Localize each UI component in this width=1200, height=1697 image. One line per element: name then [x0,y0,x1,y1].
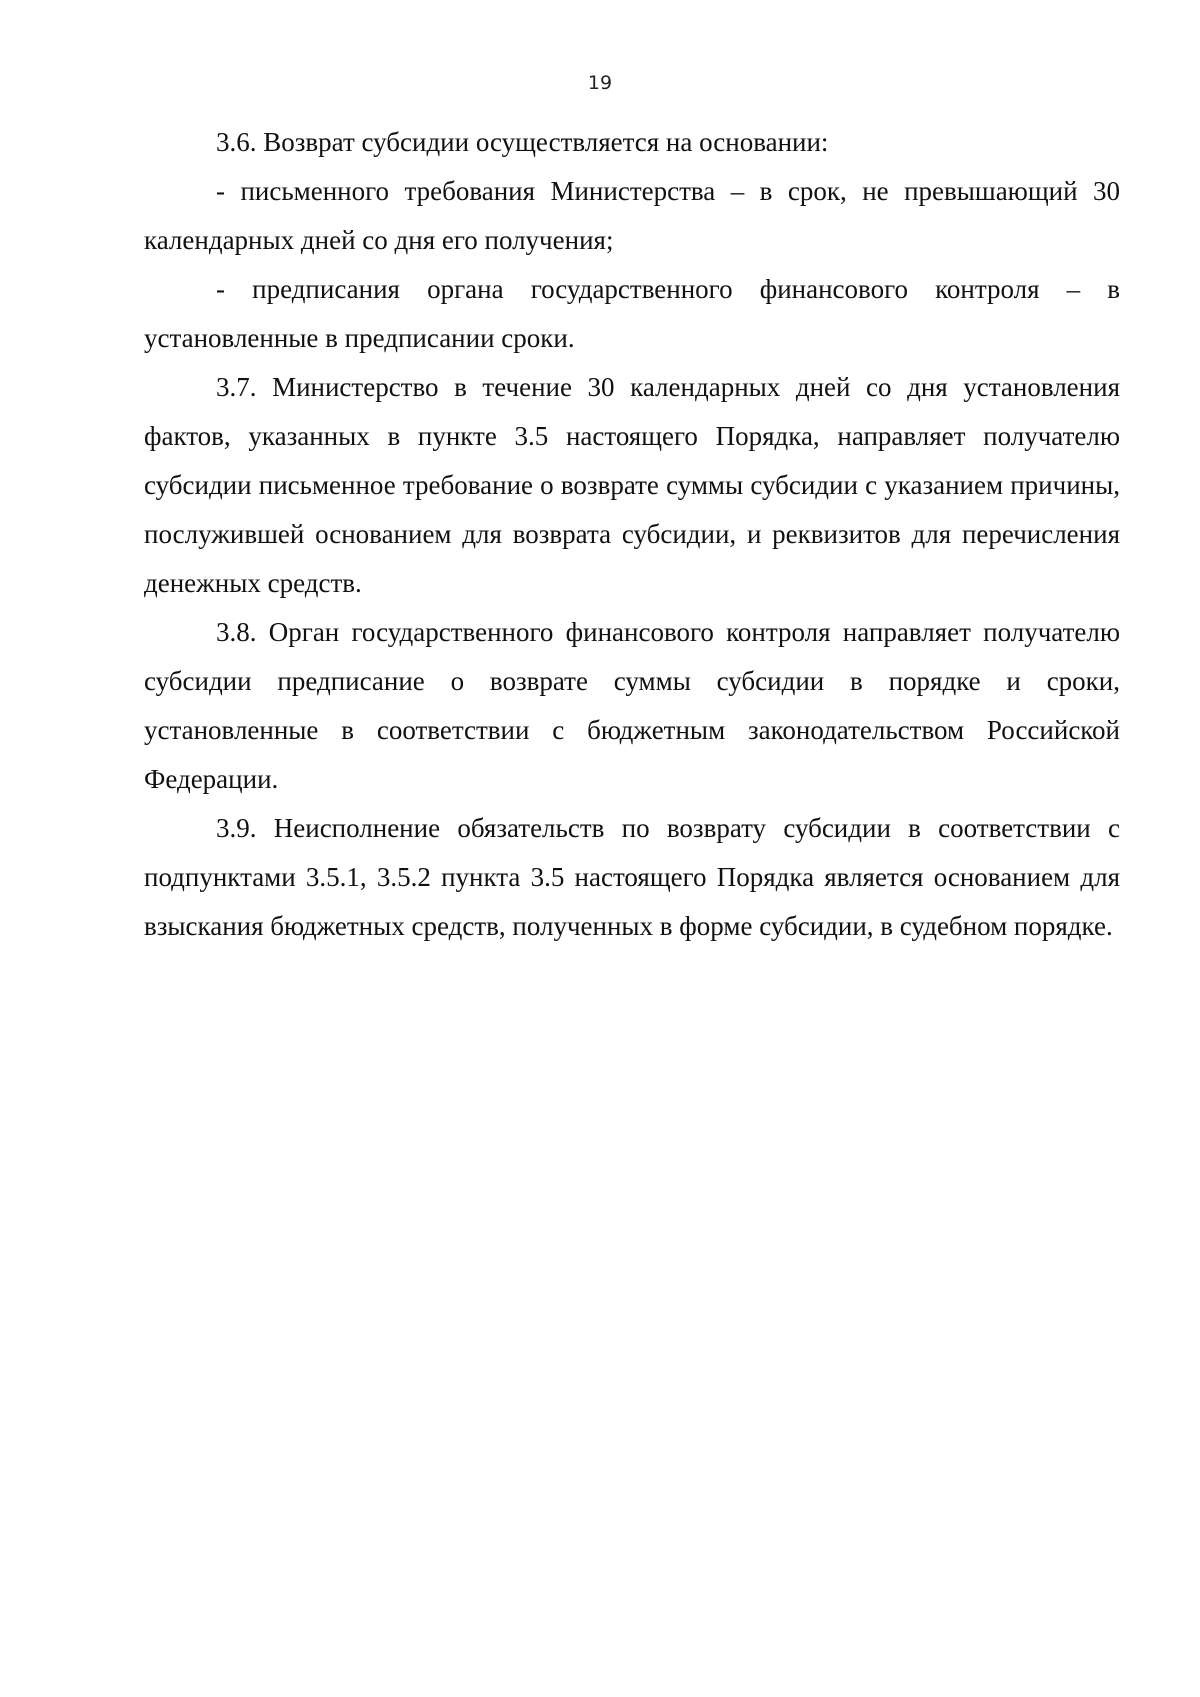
paragraph-3-8: 3.8. Орган государственного финансового контроля направляет получателю субсидии предписание о возврате суммы субсидии в порядке и сроки, установленные в соответствии с бюджетным законодательством Российской Федерации. [144,617,1120,794]
paragraph-3-9: 3.9. Неисполнение обязательств по возврату субсидии в соответствии с подпунктами 3.5.1, 3.5.2 пункта 3.5 настоящего Порядка является основанием для взыскания бюджетных средств, полученных в форме субсидии, в судебном порядке. [144,813,1120,941]
paragraph-3-6: 3.6. Возврат субсидии осуществляется на основании: [216,127,829,157]
paragraph-3-6-item-2: - предписания органа государственного финансового контроля – в установленные в предписании сроки. [144,274,1120,353]
page-number: 19 [587,72,613,94]
document-body [144,118,1120,951]
paragraph-3-7: 3.7. Министерство в течение 30 календарных дней со дня установления фактов, указанных в пункте 3.5 настоящего Порядка, направляет получателю субсидии письменное требование о возврате суммы субсидии с указанием причины, послужившей основанием для возврата субсидии, и реквизитов для перечисления денежных средств. [144,372,1120,598]
paragraph-3-6-item-1: - письменного требования Министерства – в срок, не превышающий 30 календарных дней со дня его получения; [144,176,1120,255]
